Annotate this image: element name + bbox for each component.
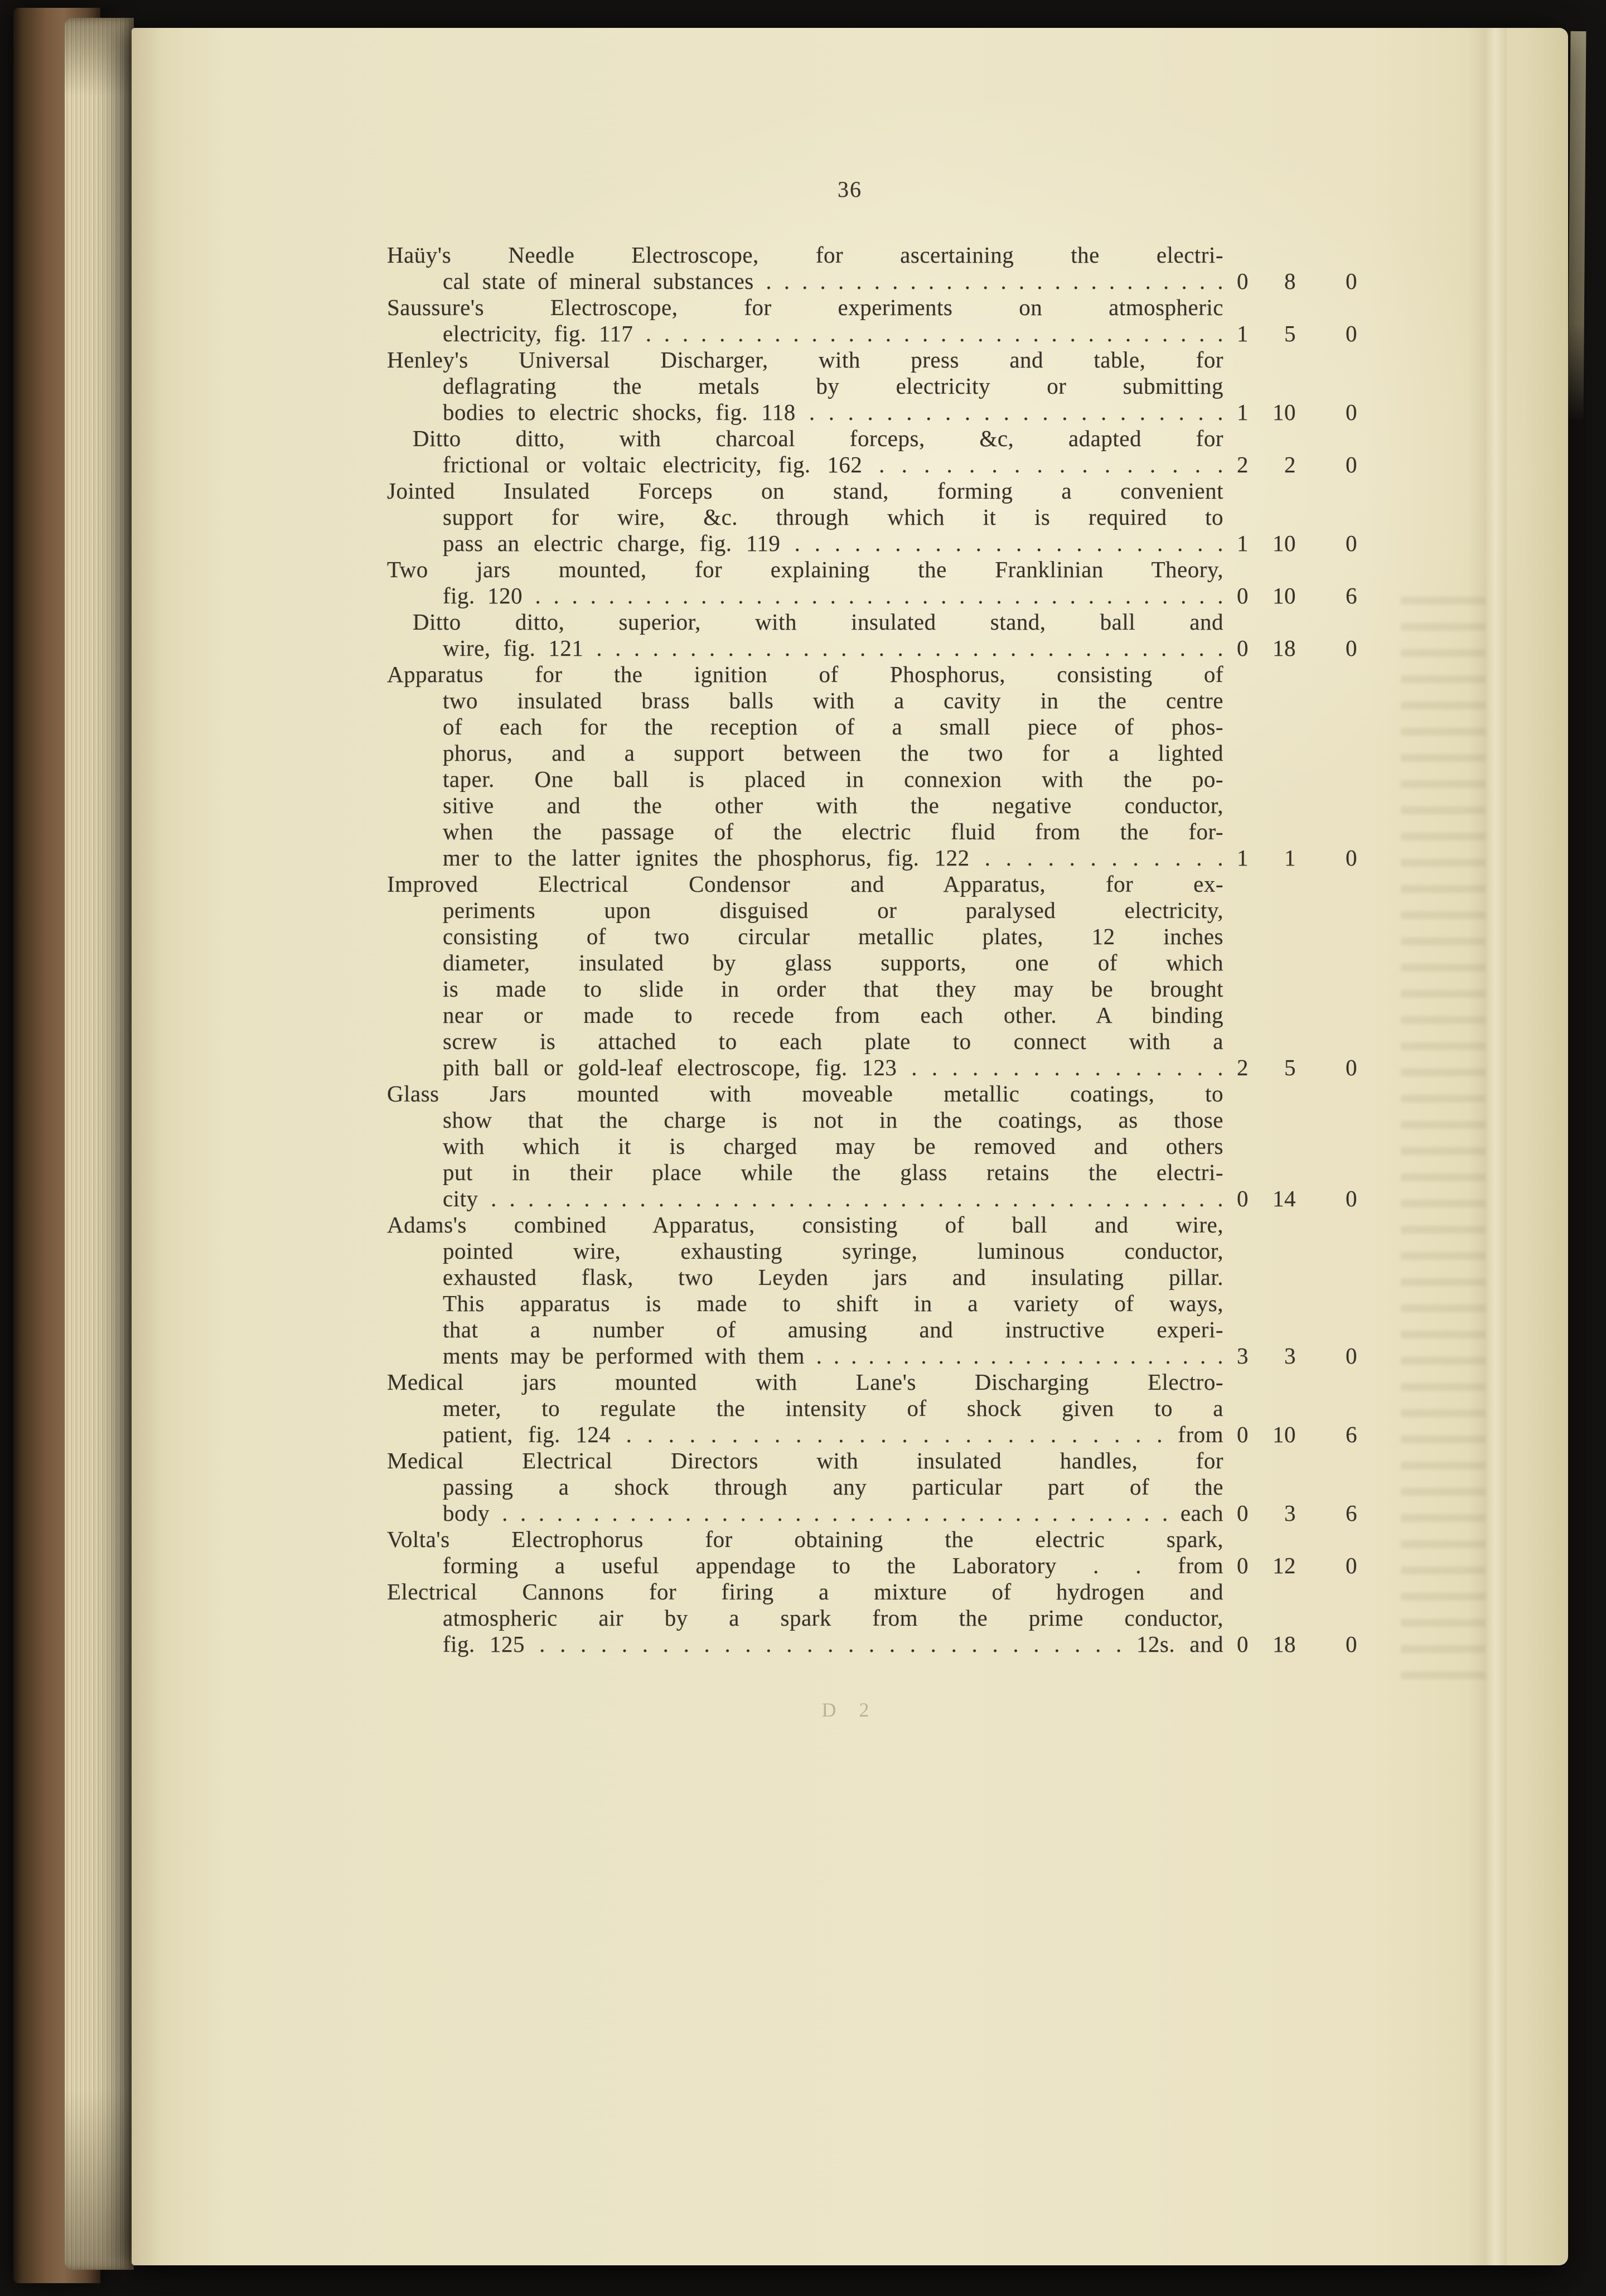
entry-text — [387, 1526, 1223, 1579]
entry-line: Adams's combined Apparatus, consisting of ball and wire, — [387, 1212, 1223, 1238]
entry-line: periments upon disguised or paralysed electricity, — [443, 897, 1223, 923]
entry-text — [387, 1369, 1223, 1448]
catalog-entry — [387, 1448, 1360, 1526]
catalog-entry — [387, 661, 1360, 871]
catalog-entry — [387, 871, 1360, 1081]
catalog-entry — [387, 609, 1360, 661]
price-columns — [1223, 1631, 1357, 1657]
price-pounds: 0 — [1237, 268, 1249, 294]
price-shillings: 3 — [1284, 1343, 1296, 1369]
price-shillings: 10 — [1273, 1422, 1296, 1447]
price-shillings: 5 — [1284, 321, 1296, 346]
entry-line: Haüy's Needle Electroscope, for ascertaining the electri- — [387, 242, 1223, 268]
entry-line: diameter, insulated by glass supports, one of which — [443, 950, 1223, 975]
catalog-entry — [387, 294, 1360, 347]
price-columns — [1223, 1500, 1357, 1526]
price-columns — [1223, 1422, 1357, 1448]
page-number: 36 — [838, 177, 862, 202]
price-pence: 0 — [1346, 635, 1357, 661]
price-columns — [1223, 268, 1357, 294]
price-columns — [1223, 635, 1357, 661]
entry-line: pointed wire, exhausting syringe, luminous conductor, — [443, 1238, 1223, 1264]
price-columns — [1223, 1055, 1357, 1081]
catalog-entry — [387, 242, 1360, 294]
price-pounds: 1 — [1237, 530, 1249, 556]
entry-text — [387, 347, 1223, 426]
price-pence: 6 — [1346, 1422, 1357, 1447]
entry-line: taper. One ball is placed in connexion with the po- — [443, 766, 1223, 792]
entry-text — [387, 1081, 1223, 1212]
price-shillings: 10 — [1273, 583, 1296, 608]
entry-line: is made to slide in order that they may be brought — [443, 976, 1223, 1002]
entry-line: cal state of mineral substances . . . . . . . . . . . . . . . . . . . . . . . . . . — [443, 268, 1223, 294]
price-pounds: 1 — [1237, 845, 1249, 871]
price-pounds: 3 — [1237, 1343, 1249, 1369]
price-pounds: 2 — [1237, 1055, 1249, 1080]
price-pounds: 0 — [1237, 635, 1249, 661]
catalog-entry — [387, 426, 1360, 478]
entry-line: ments may be performed with them . . . . . . . . . . . . . . . . . . . . . . . . — [443, 1343, 1223, 1369]
price-shillings: 10 — [1273, 530, 1296, 556]
entry-line: electricity, fig. 117 . . . . . . . . . . . . . . . . . . . . . . . . . . . . . . . . — [443, 321, 1223, 346]
price-pounds: 2 — [1237, 452, 1249, 477]
entry-line: that a number of amusing and instructive experi- — [443, 1317, 1223, 1342]
entry-text — [387, 1212, 1223, 1369]
price-pence: 0 — [1346, 845, 1357, 871]
catalog-entry — [387, 347, 1360, 426]
entry-line: near or made to recede from each other. A binding — [443, 1002, 1223, 1028]
entry-line: Medical jars mounted with Lane's Discharging Electro- — [387, 1369, 1223, 1395]
catalog-entry — [387, 1369, 1360, 1448]
price-pence: 0 — [1346, 321, 1357, 346]
entry-text — [387, 1579, 1223, 1657]
price-pence: 0 — [1346, 399, 1357, 425]
show-through-text — [1401, 597, 1486, 1690]
catalog-entry — [387, 1212, 1360, 1369]
price-pence: 6 — [1346, 1500, 1357, 1526]
price-pounds: 1 — [1237, 399, 1249, 425]
price-pounds: 0 — [1237, 1553, 1249, 1578]
entry-text — [387, 557, 1223, 609]
price-columns — [1223, 1343, 1357, 1369]
price-columns — [1223, 530, 1357, 557]
price-pounds: 0 — [1237, 1631, 1249, 1657]
price-shillings: 3 — [1284, 1500, 1296, 1526]
entry-line: forming a useful appendage to the Laboratory . . from — [443, 1553, 1223, 1578]
entry-line: Two jars mounted, for explaining the Franklinian Theory, — [387, 557, 1223, 582]
entry-line: Glass Jars mounted with moveable metallic coatings, to — [387, 1081, 1223, 1106]
price-columns — [1223, 583, 1357, 609]
entry-line: fig. 120 . . . . . . . . . . . . . . . . . . . . . . . . . . . . . . . . . . . . . . — [443, 583, 1223, 608]
entry-text — [387, 609, 1223, 661]
entry-line: pass an electric charge, fig. 119 . . . . . . . . . . . . . . . . . . . . . . — [443, 530, 1223, 556]
catalog-entry — [387, 1579, 1360, 1657]
entry-line: when the passage of the electric fluid from the for- — [443, 819, 1223, 844]
entry-line: with which it is charged may be removed and others — [443, 1133, 1223, 1159]
entry-line: of each for the reception of a small piece of phos- — [443, 714, 1223, 739]
entry-line: meter, to regulate the intensity of shock given to a — [443, 1395, 1223, 1421]
entry-line: atmospheric air by a spark from the prime conductor, — [443, 1605, 1223, 1631]
price-pence: 0 — [1346, 268, 1357, 294]
price-shillings: 2 — [1284, 452, 1296, 477]
price-pounds: 0 — [1237, 1500, 1249, 1526]
price-shillings: 8 — [1284, 268, 1296, 294]
price-columns — [1223, 1553, 1357, 1579]
entry-text — [387, 1448, 1223, 1526]
price-pence: 6 — [1346, 583, 1357, 608]
catalog-entry — [387, 1081, 1360, 1212]
price-shillings: 5 — [1284, 1055, 1296, 1080]
entry-line: Jointed Insulated Forceps on stand, forming a convenient — [387, 478, 1223, 504]
entry-line: exhausted flask, two Leyden jars and insulating pillar. — [443, 1264, 1223, 1290]
price-pence: 0 — [1346, 1631, 1357, 1657]
entry-line: Henley's Universal Discharger, with press and table, for — [387, 347, 1223, 373]
entry-line: mer to the latter ignites the phosphorus, fig. 122 . . . . . . . . . . . . — [443, 845, 1223, 871]
entry-line: This apparatus is made to shift in a variety of ways, — [443, 1290, 1223, 1316]
price-pounds: 0 — [1237, 583, 1249, 608]
price-pence: 0 — [1346, 1186, 1357, 1211]
entry-line: deflagrating the metals by electricity or submitting — [443, 373, 1223, 399]
entry-line: Ditto ditto, with charcoal forceps, &c, adapted for — [413, 426, 1223, 451]
entry-line: pith ball or gold-leaf electroscope, fig. 123 . . . . . . . . . . . . . . . . — [443, 1055, 1223, 1080]
price-shillings: 18 — [1273, 1631, 1296, 1657]
entry-line: frictional or voltaic electricity, fig. 162 . . . . . . . . . . . . . . . . — [443, 452, 1223, 477]
entry-line: Medical Electrical Directors with insulated handles, for — [387, 1448, 1223, 1473]
entry-text — [387, 242, 1223, 294]
book-page — [132, 28, 1568, 2265]
price-columns — [1223, 321, 1357, 347]
entry-line: city . . . . . . . . . . . . . . . . . . . . . . . . . . . . . . . . . . . . . . . . — [443, 1186, 1223, 1211]
catalog-entries — [387, 242, 1360, 1657]
entry-text — [387, 478, 1223, 557]
entry-line: two insulated brass balls with a cavity in the centre — [443, 688, 1223, 713]
printer-signature: D 2 — [821, 1699, 878, 1721]
price-pounds: 0 — [1237, 1186, 1249, 1211]
page-stack-edges — [65, 18, 134, 2270]
entry-line: show that the charge is not in the coatings, as those — [443, 1107, 1223, 1133]
entry-text — [387, 294, 1223, 347]
price-pence: 0 — [1346, 452, 1357, 477]
price-pence: 0 — [1346, 1553, 1357, 1578]
entry-line: put in their place while the glass retains the electri- — [443, 1159, 1223, 1185]
entry-line: Ditto ditto, superior, with insulated stand, ball and — [413, 609, 1223, 635]
price-pounds: 1 — [1237, 321, 1249, 346]
price-pence: 0 — [1346, 530, 1357, 556]
price-columns — [1223, 845, 1357, 871]
price-shillings: 10 — [1273, 399, 1296, 425]
price-shillings: 1 — [1284, 845, 1296, 871]
entry-line: passing a shock through any particular part of the — [443, 1474, 1223, 1500]
entry-line: body . . . . . . . . . . . . . . . . . . . . . . . . . . . . . . . . . . . . . each — [443, 1500, 1223, 1526]
entry-text — [387, 661, 1223, 871]
price-pence: 0 — [1346, 1055, 1357, 1080]
entry-line: Apparatus for the ignition of Phosphorus, consisting of — [387, 661, 1223, 687]
entry-text — [387, 871, 1223, 1081]
price-pence: 0 — [1346, 1343, 1357, 1369]
entry-line: wire, fig. 121 . . . . . . . . . . . . . . . . . . . . . . . . . . . . . . . . . . — [443, 635, 1223, 661]
entry-line: Electrical Cannons for firing a mixture of hydrogen and — [387, 1579, 1223, 1604]
entry-line: Improved Electrical Condensor and Apparatus, for ex- — [387, 871, 1223, 897]
entry-line: sitive and the other with the negative conductor, — [443, 792, 1223, 818]
price-columns — [1223, 399, 1357, 426]
catalog-entry — [387, 557, 1360, 609]
catalog-entry — [387, 1526, 1360, 1579]
entry-line: phorus, and a support between the two for a lighted — [443, 740, 1223, 766]
price-shillings: 14 — [1273, 1186, 1296, 1211]
entry-line: support for wire, &c. through which it is required to — [443, 504, 1223, 530]
entry-line: fig. 125 . . . . . . . . . . . . . . . . . . . . . . . . . . . . . 12s. and — [443, 1631, 1223, 1657]
catalog-entry — [387, 478, 1360, 557]
price-columns — [1223, 1186, 1357, 1212]
entry-text — [387, 426, 1223, 478]
price-pounds: 0 — [1237, 1422, 1249, 1447]
entry-line: screw is attached to each plate to connect with a — [443, 1028, 1223, 1054]
entry-line: Saussure's Electroscope, for experiments on atmospheric — [387, 294, 1223, 320]
entry-line: bodies to electric shocks, fig. 118 . . . . . . . . . . . . . . . . . . . . . . — [443, 399, 1223, 425]
adjacent-page-edge — [1568, 31, 1586, 422]
price-shillings: 18 — [1273, 635, 1296, 661]
entry-line: Volta's Electrophorus for obtaining the electric spark, — [387, 1526, 1223, 1552]
price-shillings: 12 — [1273, 1553, 1296, 1578]
price-columns — [1223, 452, 1357, 478]
entry-line: patient, fig. 124 . . . . . . . . . . . . . . . . . . . . . . . . . . from — [443, 1422, 1223, 1447]
entry-line: consisting of two circular metallic plates, 12 inches — [443, 924, 1223, 949]
